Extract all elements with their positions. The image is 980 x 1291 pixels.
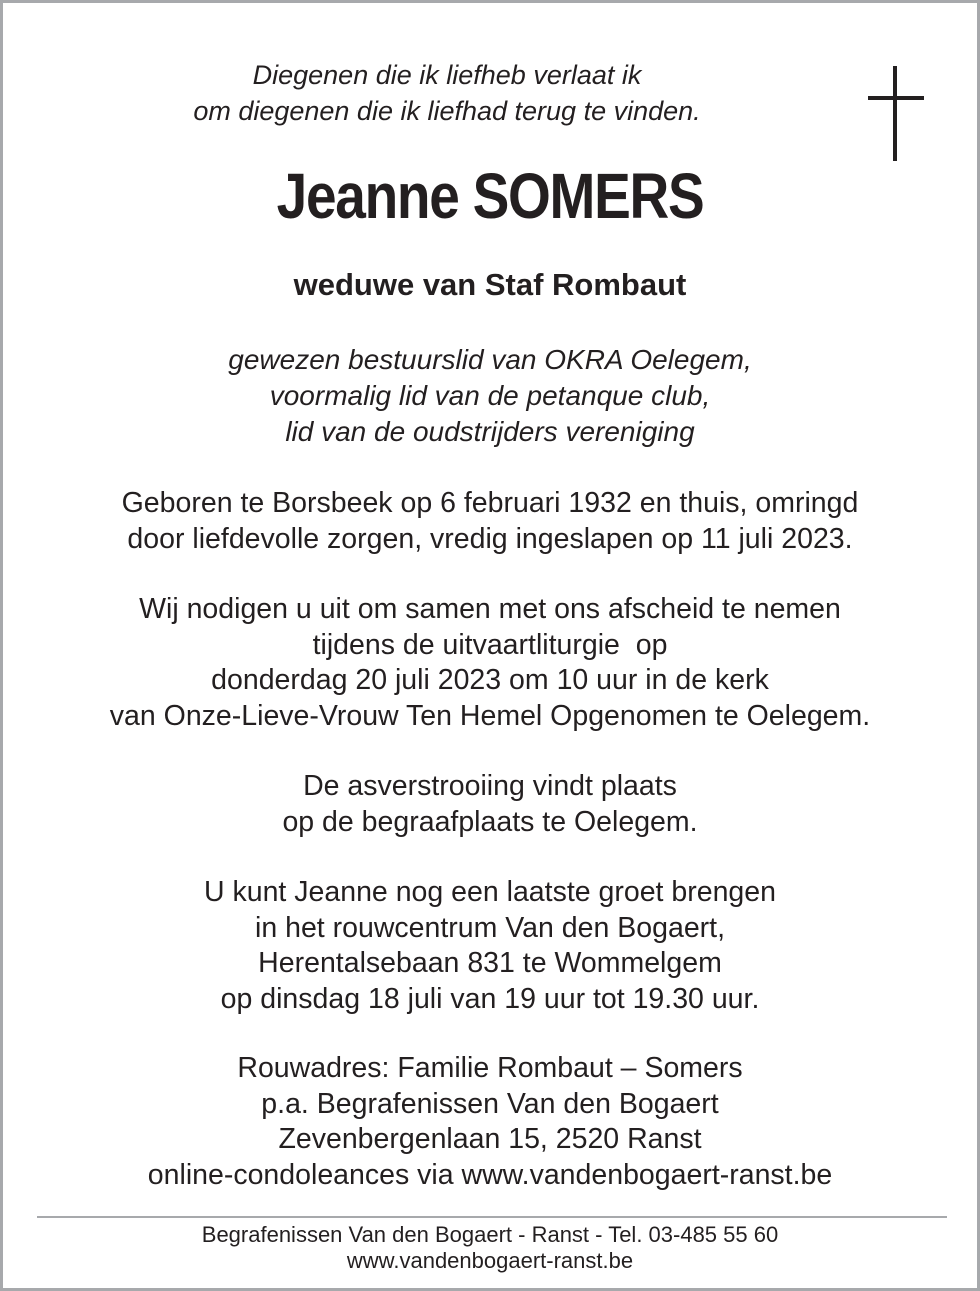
invitation-line: Wij nodigen u uit om samen met ons afscheid te nemen (139, 593, 841, 625)
footer-line: Begrafenissen Van den Bogaert - Ranst - Tel. 03-485 55 60 (201, 1222, 779, 1247)
quote-line: Diegenen die ik liefheb verlaat ik (252, 60, 642, 90)
condolence-link: online-condoleances via www.vandenbogaert-ranst.be (147, 1158, 833, 1191)
role-line: voormalig lid van de petanque club, (269, 380, 711, 411)
ashes-line: op de begraafplaats te Oelegem. (282, 805, 698, 838)
role-line: gewezen bestuurslid van OKRA Oelegem, (228, 344, 752, 375)
role-line: lid van de oudstrijders vereniging (285, 416, 695, 447)
opening-quote (0, 57, 934, 129)
address-line: p.a. Begrafenissen Van den Bogaert (261, 1087, 719, 1120)
visitation-line: op dinsdag 18 juli van 19 uur tot 19.30 uur. (220, 982, 760, 1015)
address-line: Zevenbergenlaan 15, 2520 Ranst (278, 1123, 702, 1155)
invitation-section (3, 592, 977, 734)
birth-line: Geboren te Borsbeek op 6 februari 1932 en thuis, omringd (121, 487, 859, 519)
birth-death-section (3, 486, 977, 557)
invitation-line: donderdag 20 juli 2023 om 10 uur in de kerk (211, 664, 769, 696)
mourning-address-section (3, 1051, 977, 1193)
address-line: Rouwadres: Familie Rombaut – Somers (237, 1052, 743, 1084)
funeral-home-footer (3, 1222, 977, 1274)
invitation-line: van Onze-Lieve-Vrouw Ten Hemel Opgenomen te Oelegem. (109, 699, 871, 732)
visitation-line: U kunt Jeanne nog een laatste groet brengen (203, 876, 776, 908)
footer-divider (37, 1216, 947, 1218)
ashes-line: De asverstrooiing vindt plaats (303, 770, 677, 802)
roles-section (3, 342, 977, 450)
quote-line: om diegenen die ik liefhad terug te vinden. (193, 96, 701, 126)
deceased-name: Jeanne SOMERS (276, 160, 704, 232)
visitation-section (3, 875, 977, 1017)
visitation-line: Herentalsebaan 831 te Wommelgem (258, 947, 722, 979)
widow-subtitle: weduwe van Staf Rombaut (293, 267, 687, 302)
footer-website: www.vandenbogaert-ranst.be (346, 1248, 634, 1273)
ashes-section (3, 769, 977, 840)
birth-line: door liefdevolle zorgen, vredig ingeslapen op 11 juli 2023. (127, 522, 853, 555)
visitation-line: in het rouwcentrum Van den Bogaert, (255, 911, 725, 944)
invitation-line: tijdens de uitvaartliturgie op (312, 628, 668, 661)
